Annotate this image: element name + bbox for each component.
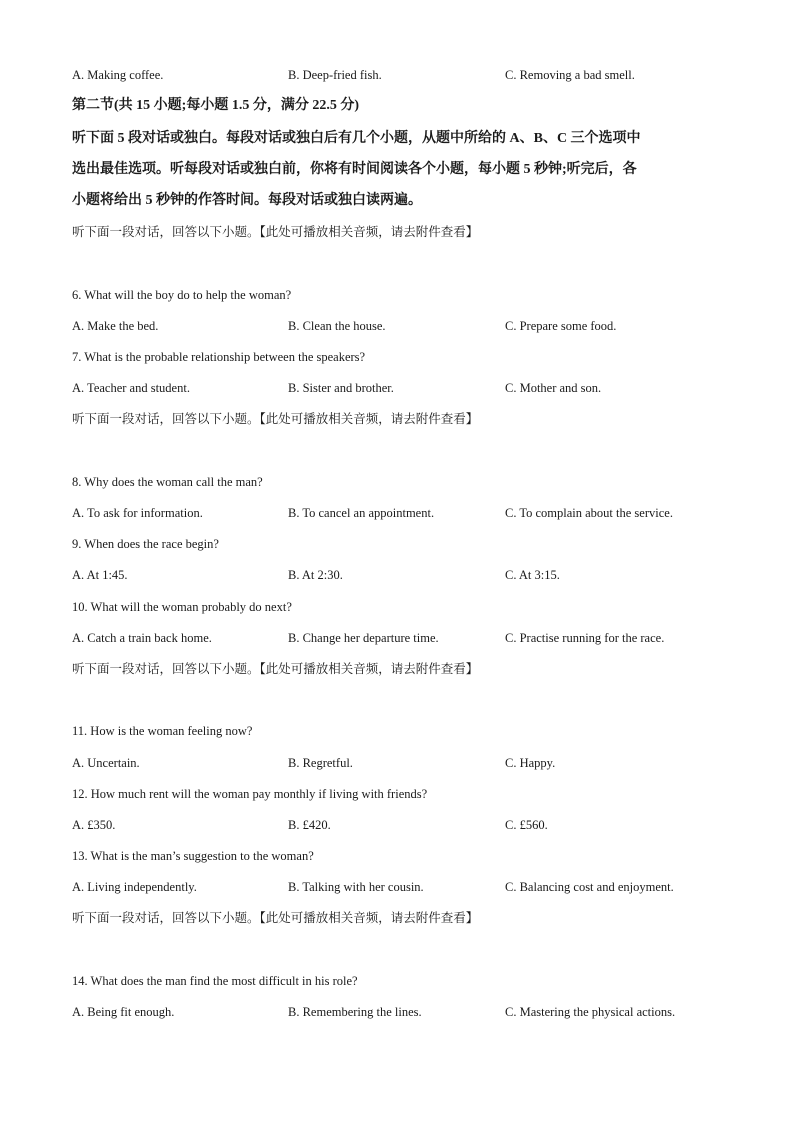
section-instructions-line1: 听下面 5 段对话或独白。每段对话或独白后有几个小题，从题中所给的 A、B、C 三个选项中 [72, 131, 641, 146]
option-c: C. Happy. [505, 756, 556, 770]
option-b: B. To cancel an appointment. [288, 506, 435, 520]
option-c: C. Balancing cost and enjoyment. [505, 880, 674, 894]
option-a: A. Making coffee. [72, 68, 164, 82]
option-a: A. £350. [72, 818, 116, 832]
option-c: C. Practise running for the race. [505, 631, 665, 645]
option-a: A. Uncertain. [72, 756, 140, 770]
option-c: C. £560. [505, 818, 548, 832]
option-b: B. Remembering the lines. [288, 1005, 422, 1019]
option-b: B. Change her departure time. [288, 631, 439, 645]
question-10: 10. What will the woman probably do next? [72, 600, 292, 614]
option-a: A. At 1:45. [72, 568, 128, 582]
question-6: 6. What will the boy do to help the woman? [72, 288, 292, 302]
question-11: 11. How is the woman feeling now? [72, 724, 253, 738]
question-14: 14. What does the man find the most difficult in his role? [72, 974, 358, 988]
option-b: B. Clean the house. [288, 319, 386, 333]
option-b: B. Talking with her cousin. [288, 880, 424, 894]
section-instructions-line3: 小题将给出 5 秒钟的作答时间。每段对话或独白读两遍。 [72, 193, 422, 208]
option-b: B. Regretful. [288, 756, 353, 770]
option-a: A. Make the bed. [72, 319, 159, 333]
option-c: C. To complain about the service. [505, 506, 673, 520]
option-a: A. To ask for information. [72, 506, 203, 520]
question-13: 13. What is the man’s suggestion to the woman? [72, 849, 314, 863]
question-12: 12. How much rent will the woman pay monthly if living with friends? [72, 787, 428, 801]
question-9: 9. When does the race begin? [72, 537, 219, 551]
option-c: C. Removing a bad smell. [505, 68, 635, 82]
option-b: B. At 2:30. [288, 568, 343, 582]
listen-prompt: 听下面一段对话，回答以下小题。【此处可播放相关音频，请去附件查看】 [72, 661, 479, 676]
option-c: C. At 3:15. [505, 568, 560, 582]
option-a: A. Teacher and student. [72, 381, 190, 395]
option-c: C. Mother and son. [505, 381, 602, 395]
option-b: B. Deep-fried fish. [288, 68, 382, 82]
listen-prompt: 听下面一段对话，回答以下小题。【此处可播放相关音频，请去附件查看】 [72, 411, 479, 426]
option-a: A. Living independently. [72, 880, 197, 894]
section-instructions-line2: 选出最佳选项。听每段对话或独白前，你将有时间阅读各个小题，每小题 5 秒钟;听完后，各 [72, 162, 637, 177]
question-8: 8. Why does the woman call the man? [72, 475, 263, 489]
section-title: 第二节(共 15 小题;每小题 1.5 分，满分 22.5 分) [72, 98, 359, 113]
option-b: B. Sister and brother. [288, 381, 394, 395]
question-7: 7. What is the probable relationship between the speakers? [72, 350, 366, 364]
listen-prompt: 听下面一段对话，回答以下小题。【此处可播放相关音频，请去附件查看】 [72, 224, 479, 239]
option-b: B. £420. [288, 818, 331, 832]
listen-prompt: 听下面一段对话，回答以下小题。【此处可播放相关音频，请去附件查看】 [72, 910, 479, 925]
option-c: C. Prepare some food. [505, 319, 617, 333]
option-c: C. Mastering the physical actions. [505, 1005, 676, 1019]
option-a: A. Being fit enough. [72, 1005, 175, 1019]
option-a: A. Catch a train back home. [72, 631, 212, 645]
